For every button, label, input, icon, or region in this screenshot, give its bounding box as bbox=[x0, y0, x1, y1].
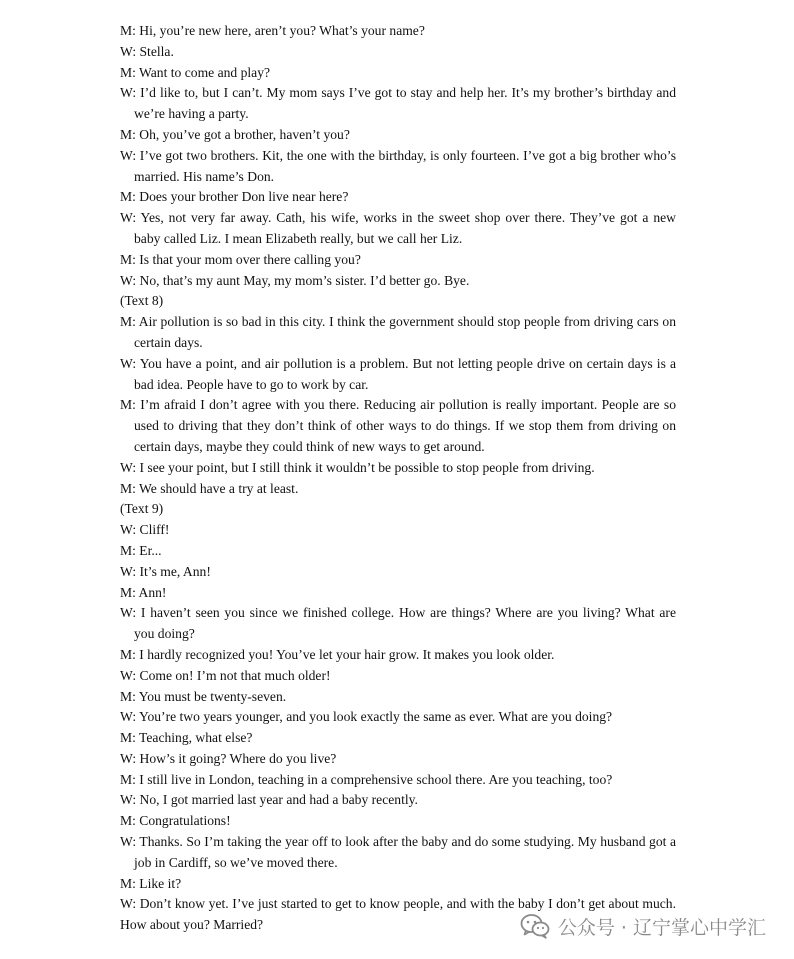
dialogue-line: M: Er... bbox=[120, 542, 162, 558]
dialogue-line: W: No, that’s my aunt May, my mom’s sister. I’d better go. Bye. bbox=[120, 272, 470, 288]
dialogue-line: W: I haven’t seen you since we finished college. How are things? Where are you living? What are you doing? bbox=[120, 605, 676, 642]
dialogue-line: W: I’d like to, but I can’t. My mom says I’ve got to stay and help her. It’s my brother’s birthday and we’re having a party. bbox=[120, 85, 676, 122]
dialogue-line: M: We should have a try at least. bbox=[120, 480, 299, 496]
dialogue-line: M: Oh, you’ve got a brother, haven’t you? bbox=[120, 126, 350, 142]
dialogue-line: M: I hardly recognized you! You’ve let your hair grow. It makes you look older. bbox=[120, 646, 555, 662]
section-heading: (Text 8) bbox=[120, 293, 164, 309]
dialogue-line: M: I still live in London, teaching in a comprehensive school there. Are you teaching, too? bbox=[120, 771, 613, 787]
dialogue-line: M: Congratulations! bbox=[120, 813, 231, 829]
dialogue-line: W: How’s it going? Where do you live? bbox=[120, 750, 337, 766]
dialogue-line: W: Come on! I’m not that much older! bbox=[120, 667, 331, 683]
wechat-icon bbox=[520, 913, 550, 939]
dialogue-line: W: Thanks. So I’m taking the year off to look after the baby and do some studying. My husband got a job in Cardiff, so we’ve moved there. bbox=[120, 834, 676, 870]
dialogue-line: M: Air pollution is so bad in this city. I think the government should stop people from driving cars on certain days. bbox=[120, 314, 676, 350]
dialogue-line: W: Stella. bbox=[120, 43, 174, 59]
dialogue-line: M: You must be twenty-seven. bbox=[120, 688, 287, 704]
listening-transcript bbox=[120, 21, 676, 936]
dialogue-line: W: No, I got married last year and had a baby recently. bbox=[120, 792, 418, 808]
dialogue-line: M: I’m afraid I don’t agree with you there. Reducing air pollution is really important. People are so used to driving that they don’t think of other ways to do things. If we stop them from driving on certain days, maybe they could think of new ways to get around. bbox=[120, 397, 676, 454]
watermark-text: 公众号 · 辽宁掌心中学汇 bbox=[557, 916, 766, 939]
dialogue-line: M: Ann! bbox=[120, 584, 167, 600]
dialogue-line: W: I’ve got two brothers. Kit, the one with the birthday, is only fourteen. I’ve got a big brother who’s married. His name’s Don. bbox=[120, 147, 676, 184]
dialogue-line: W: Cliff! bbox=[120, 522, 170, 538]
section-heading: (Text 9) bbox=[120, 501, 164, 517]
dialogue-line: M: Like it? bbox=[120, 875, 182, 891]
dialogue-line: M: Teaching, what else? bbox=[120, 730, 253, 746]
dialogue-line: M: Want to come and play? bbox=[120, 64, 271, 80]
watermark bbox=[518, 912, 768, 940]
dialogue-line: M: Is that your mom over there calling you? bbox=[120, 251, 361, 267]
dialogue-line: W: It’s me, Ann! bbox=[120, 563, 211, 579]
dialogue-line: W: Yes, not very far away. Cath, his wife, works in the sweet shop over there. They’ve got a new baby called Liz. I mean Elizabeth really, but we call her Liz. bbox=[120, 210, 676, 246]
dialogue-line: M: Hi, you’re new here, aren’t you? What’s your name? bbox=[120, 23, 425, 38]
dialogue-line: W: You have a point, and air pollution is a problem. But not letting people drive on certain days is a bad idea. People have to go to work by car. bbox=[120, 355, 676, 392]
dialogue-line: W: You’re two years younger, and you look exactly the same as ever. What are you doing? bbox=[120, 709, 613, 725]
dialogue-line: W: Don’t know yet. I’ve just started to get to know people, and with the baby I don’t get about much. How about you? Married? bbox=[120, 896, 676, 933]
dialogue-line: W: I see your point, but I still think it wouldn’t be possible to stop people from driving. bbox=[120, 459, 595, 475]
dialogue-line: M: Does your brother Don live near here? bbox=[120, 189, 349, 205]
